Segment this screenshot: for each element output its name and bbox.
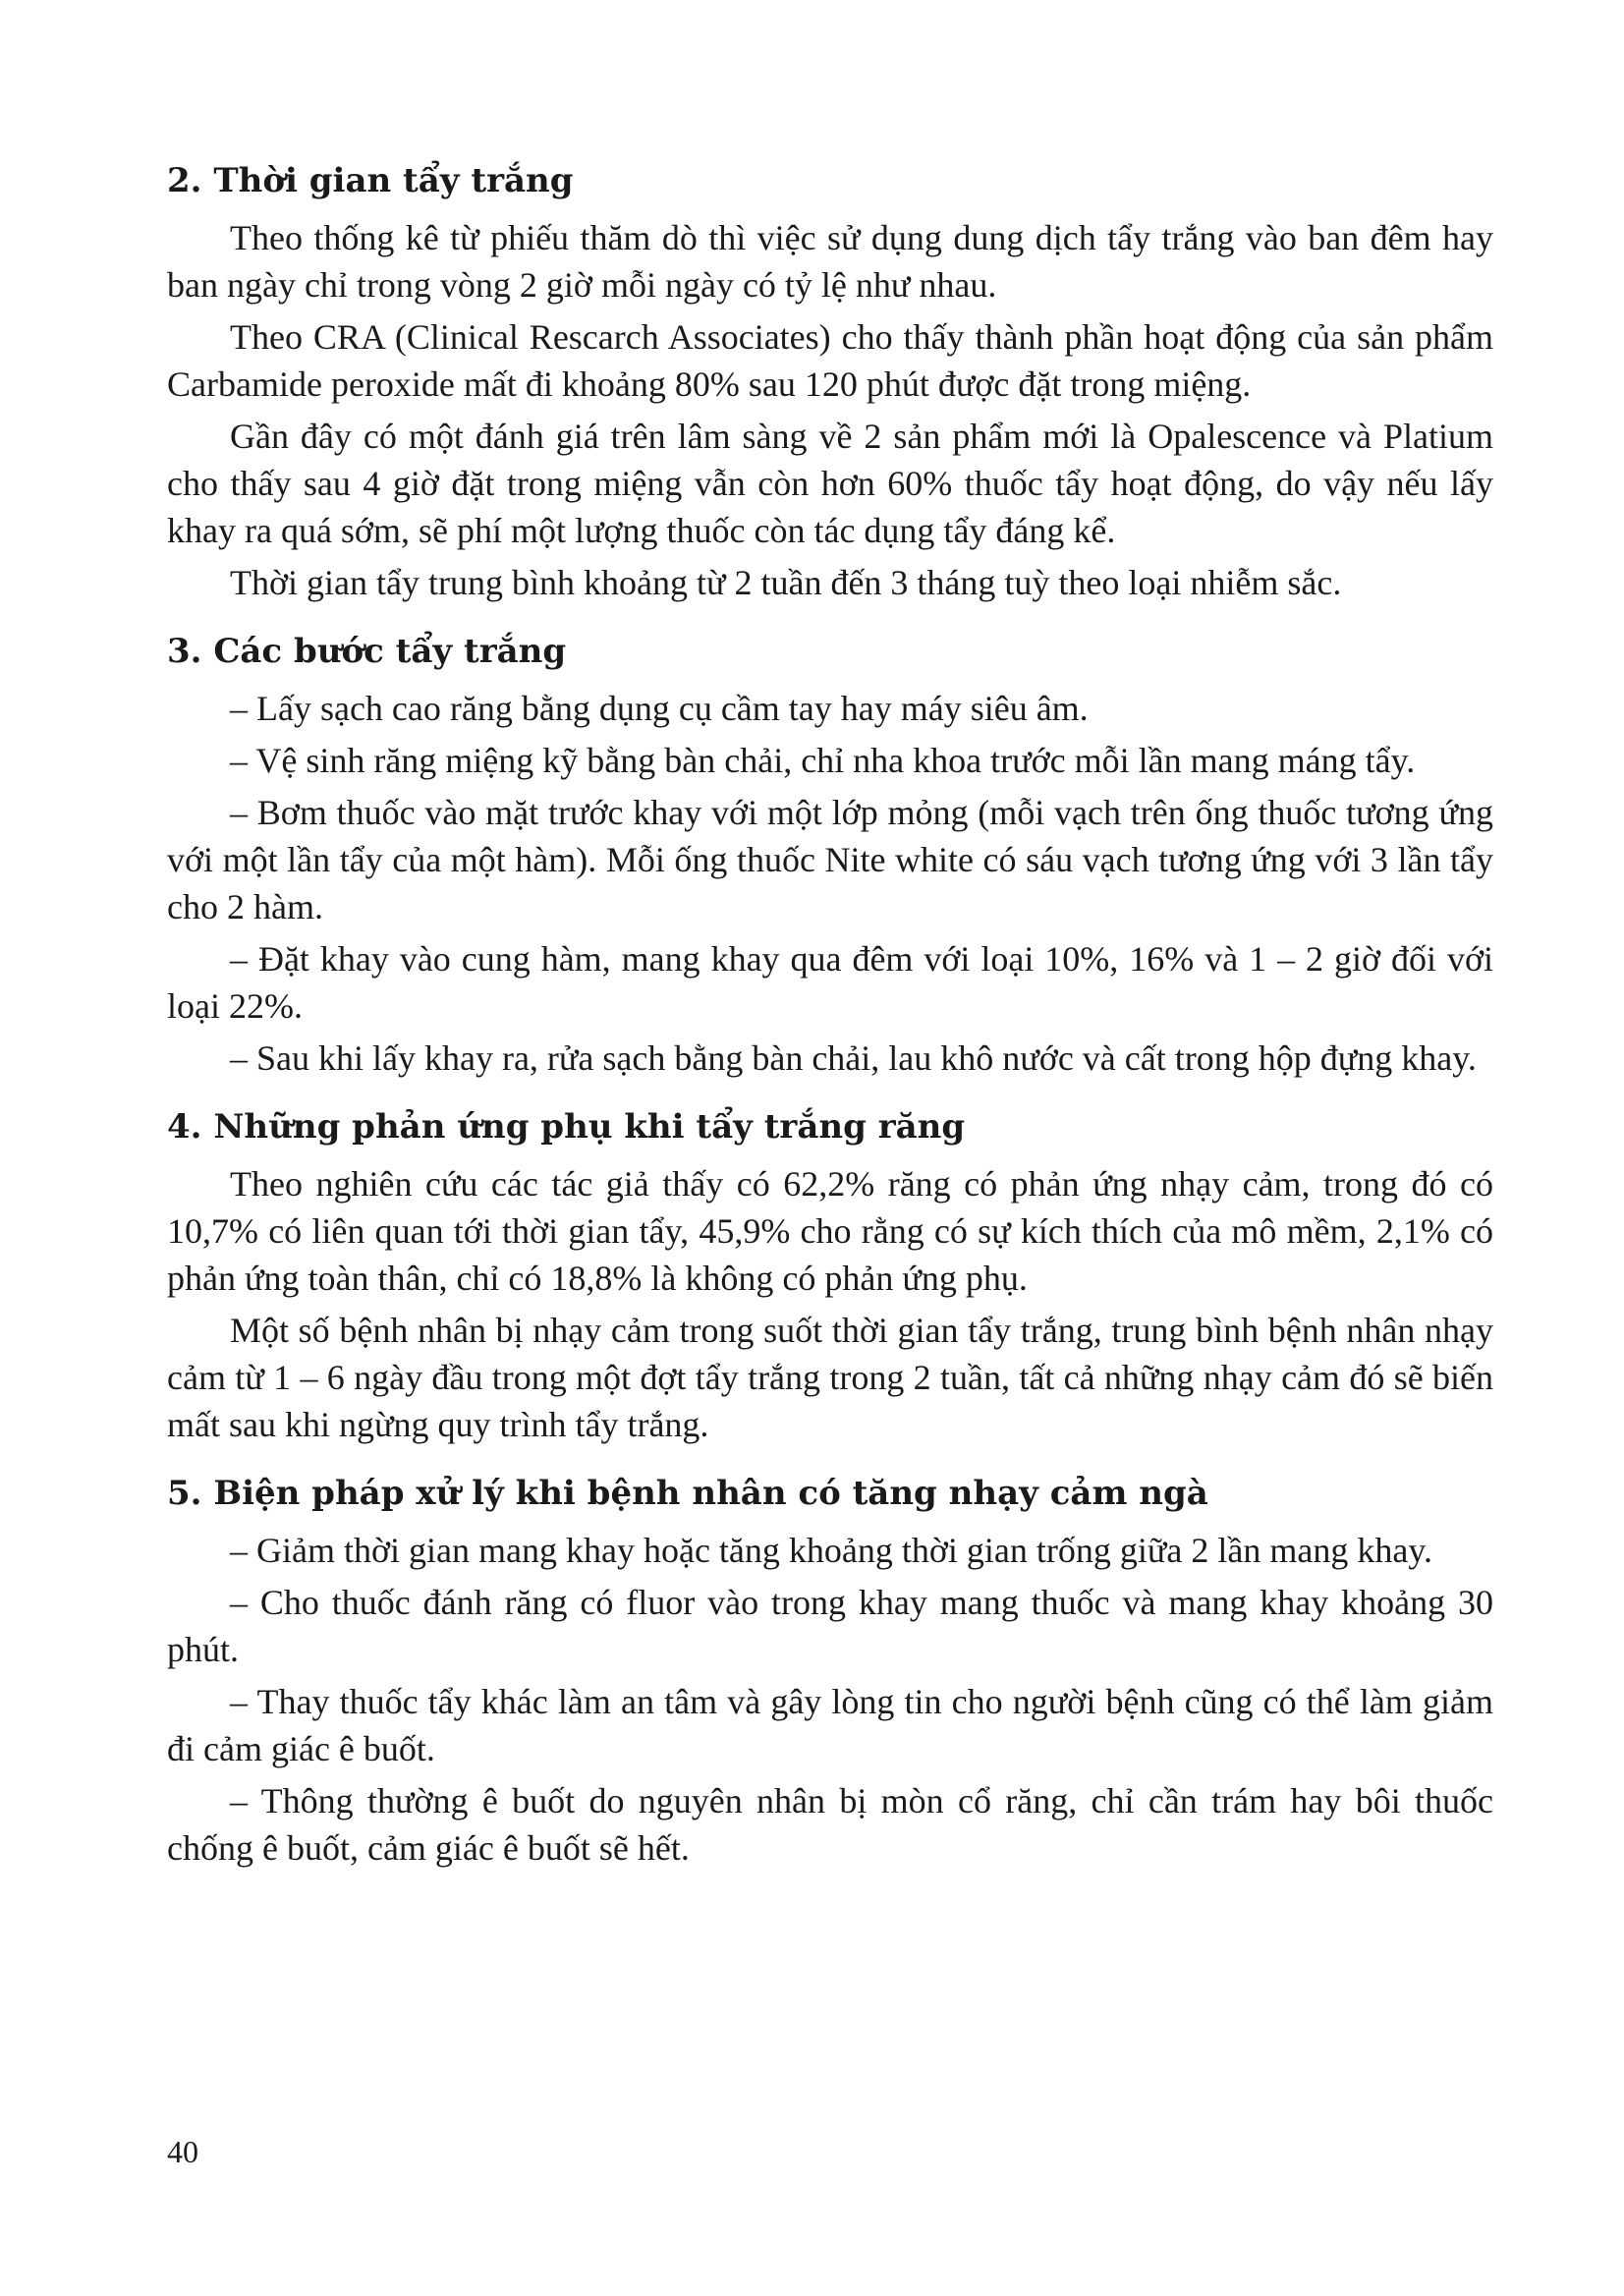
section-side-effects <box>167 1103 1493 1448</box>
section-heading: 5. Biện pháp xử lý khi bệnh nhân có tăng nhạy cảm ngà <box>167 1474 1208 1513</box>
document-page <box>167 157 1493 1893</box>
paragraph: Thời gian tẩy trung bình khoảng từ 2 tuần đến 3 tháng tuỳ theo loại nhiễm sắc. <box>230 563 1342 602</box>
section-heading: 2. Thời gian tẩy trắng <box>167 161 574 200</box>
page-number: 40 <box>167 2134 198 2169</box>
list-item: – Lấy sạch cao răng bằng dụng cụ cầm tay hay máy siêu âm. <box>230 689 1089 728</box>
section-whitening-time <box>167 157 1493 606</box>
paragraph: Theo CRA (Clinical Rescarch Associates) cho thấy thành phần hoạt động của sản phẩm Carbamide peroxide mất đi khoảng 80% sau 120 phút được đặt trong miệng. <box>167 317 1493 404</box>
section-heading: 3. Các bước tẩy trắng <box>167 632 567 671</box>
paragraph: Theo nghiên cứu các tác giả thấy có 62,2% răng có phản ứng nhạy cảm, trong đó có 10,7% có liên quan tới thời gian tẩy, 45,9% cho rằng có sự kích thích của mô mềm, 2,1% có phản ứng toàn thân, chỉ có 18,8% là không có phản ứng phụ. <box>167 1164 1493 1298</box>
paragraph: Một số bệnh nhân bị nhạy cảm trong suốt thời gian tẩy trắng, trung bình bệnh nhân nhạy cảm từ 1 – 6 ngày đầu trong một đợt tẩy trắng trong 2 tuần, tất cả những nhạy cảm đó sẽ biến mất sau khi ngừng quy trình tẩy trắng. <box>167 1311 1493 1444</box>
section-sensitivity-treatment <box>167 1470 1493 1872</box>
list-item: – Bơm thuốc vào mặt trước khay với một lớp mỏng (mỗi vạch trên ống thuốc tương ứng với một lần tẩy của một hàm). Mỗi ống thuốc Nite white có sáu vạch tương ứng với 3 lần tẩy cho 2 hàm. <box>167 793 1493 926</box>
list-item: – Sau khi lấy khay ra, rửa sạch bằng bàn chải, lau khô nước và cất trong hộp đựng khay. <box>230 1038 1477 1078</box>
paragraph: Theo thống kê từ phiếu thăm dò thì việc sử dụng dung dịch tẩy trắng vào ban đêm hay ban ngày chỉ trong vòng 2 giờ mỗi ngày có tỷ lệ như nhau. <box>167 218 1493 305</box>
list-item: – Giảm thời gian mang khay hoặc tăng khoảng thời gian trống giữa 2 lần mang khay. <box>230 1531 1432 1570</box>
list-item: – Cho thuốc đánh răng có fluor vào trong khay mang thuốc và mang khay khoảng 30 phút. <box>167 1583 1493 1669</box>
section-whitening-steps <box>167 628 1493 1082</box>
list-item: – Thay thuốc tẩy khác làm an tâm và gây lòng tin cho người bệnh cũng có thể làm giảm đi cảm giác ê buốt. <box>167 1682 1493 1768</box>
list-item: – Thông thường ê buốt do nguyên nhân bị mòn cổ răng, chỉ cần trám hay bôi thuốc chống ê buốt, cảm giác ê buốt sẽ hết. <box>167 1781 1493 1868</box>
list-item: – Vệ sinh răng miệng kỹ bằng bàn chải, chỉ nha khoa trước mỗi lần mang máng tẩy. <box>230 741 1416 780</box>
list-item: – Đặt khay vào cung hàm, mang khay qua đêm với loại 10%, 16% và 1 – 2 giờ đối với loại 22%. <box>167 939 1493 1026</box>
paragraph: Gần đây có một đánh giá trên lâm sàng về 2 sản phẩm mới là Opalescence và Platium cho thấy sau 4 giờ đặt trong miệng vẫn còn hơn 60% thuốc tẩy hoạt động, do vậy nếu lấy khay ra quá sớm, sẽ phí một lượng thuốc còn tác dụng tẩy đáng kể. <box>167 417 1493 550</box>
section-heading: 4. Những phản ứng phụ khi tẩy trắng răng <box>167 1107 966 1147</box>
